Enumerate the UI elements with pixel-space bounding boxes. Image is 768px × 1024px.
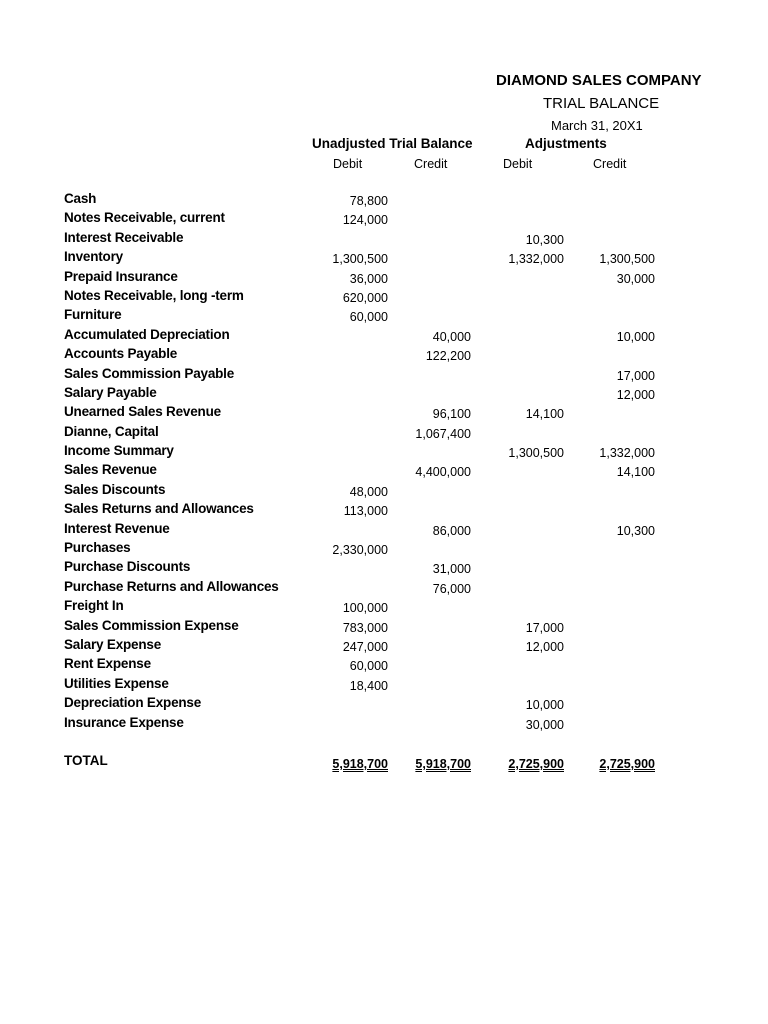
unadjusted-debit-cell: 100,000 xyxy=(342,601,388,616)
adjustments-credit-cell: 10,000 xyxy=(616,329,655,344)
table-row xyxy=(0,501,660,520)
company-title: DIAMOND SALES COMPANY xyxy=(496,72,702,89)
unadjusted-credit-cell: 4,400,000 xyxy=(415,465,471,480)
table-row xyxy=(0,210,660,229)
table-row xyxy=(0,404,660,423)
table-row xyxy=(0,598,660,617)
account-name: Purchases xyxy=(64,540,131,556)
account-name: Insurance Expense xyxy=(64,714,184,730)
table-row xyxy=(0,307,660,326)
table-row xyxy=(0,230,660,249)
account-name: Furniture xyxy=(64,307,122,323)
account-name: Notes Receivable, long -term xyxy=(64,287,244,303)
adjustments-credit-cell: 30,000 xyxy=(616,271,655,286)
table-row xyxy=(0,191,660,210)
unadjusted-debit-cell: 783,000 xyxy=(342,620,388,635)
unadjusted-credit-cell: 1,067,400 xyxy=(415,426,471,441)
adjustments-debit-cell: 1,300,500 xyxy=(508,446,564,461)
table-row xyxy=(0,288,660,307)
unadjusted-credit-cell: 86,000 xyxy=(432,523,471,538)
account-name: Salary Payable xyxy=(64,384,157,400)
table-row xyxy=(0,540,660,559)
total-adjustments-credit: 2,725,900 xyxy=(599,757,655,771)
table-row xyxy=(0,656,660,675)
unadjusted-debit-header: Debit xyxy=(333,157,363,171)
adjustments-credit-cell: 17,000 xyxy=(616,368,655,383)
table-row xyxy=(0,637,660,656)
adjustments-group-header: Adjustments xyxy=(525,136,607,151)
total-unadjusted-debit: 5,918,700 xyxy=(332,757,388,771)
account-name: Interest Receivable xyxy=(64,229,184,245)
table-row xyxy=(0,462,660,481)
account-name: Salary Expense xyxy=(64,636,162,652)
adjustments-credit-header: Credit xyxy=(593,157,627,171)
total-adjustments-debit: 2,725,900 xyxy=(508,757,564,771)
account-name: Unearned Sales Revenue xyxy=(64,404,221,420)
unadjusted-debit-cell: 247,000 xyxy=(342,639,388,654)
account-name: Depreciation Expense xyxy=(64,695,202,711)
adjustments-debit-cell: 1,332,000 xyxy=(508,252,564,267)
unadjusted-debit-cell: 18,400 xyxy=(349,678,388,693)
table-row xyxy=(0,579,660,598)
account-name: Prepaid Insurance xyxy=(64,268,178,284)
table-row xyxy=(0,715,660,734)
table-row xyxy=(0,346,660,365)
account-name: Accumulated Depreciation xyxy=(64,326,230,342)
unadjusted-credit-cell: 122,200 xyxy=(425,349,471,364)
unadjusted-debit-cell: 2,330,000 xyxy=(332,543,388,558)
table-row xyxy=(0,443,660,462)
unadjusted-debit-cell: 1,300,500 xyxy=(332,252,388,267)
account-name: Freight In xyxy=(64,598,124,614)
account-name: Dianne, Capital xyxy=(64,423,159,439)
table-row xyxy=(0,559,660,578)
adjustments-debit-cell: 17,000 xyxy=(525,620,564,635)
table-row xyxy=(0,521,660,540)
table-row xyxy=(0,695,660,714)
account-name: Rent Expense xyxy=(64,656,151,672)
table-row xyxy=(0,249,660,268)
account-name: Sales Discounts xyxy=(64,481,166,497)
unadjusted-debit-cell: 36,000 xyxy=(349,271,388,286)
unadjusted-credit-cell: 96,100 xyxy=(432,407,471,422)
unadjusted-debit-cell: 60,000 xyxy=(349,310,388,325)
unadjusted-debit-cell: 113,000 xyxy=(343,504,388,519)
unadjusted-credit-cell: 31,000 xyxy=(432,562,471,577)
adjustments-credit-cell: 1,300,500 xyxy=(599,252,655,267)
unadjusted-credit-cell: 40,000 xyxy=(432,329,471,344)
adjustments-credit-cell: 14,100 xyxy=(616,465,655,480)
account-name: Purchase Returns and Allowances xyxy=(64,578,279,594)
table-row xyxy=(0,269,660,288)
report-date: March 31, 20X1 xyxy=(551,118,643,133)
table-row xyxy=(0,482,660,501)
adjustments-debit-cell: 30,000 xyxy=(525,717,564,732)
total-unadjusted-credit: 5,918,700 xyxy=(415,757,471,771)
account-name: Interest Revenue xyxy=(64,520,170,536)
account-name: Inventory xyxy=(64,249,123,265)
table-row xyxy=(0,676,660,695)
unadjusted-debit-cell: 124,000 xyxy=(342,213,388,228)
account-name: Sales Commission Payable xyxy=(64,365,235,381)
table-row xyxy=(0,618,660,637)
adjustments-credit-cell: 10,300 xyxy=(616,523,655,538)
unadjusted-debit-cell: 60,000 xyxy=(349,659,388,674)
account-name: Sales Revenue xyxy=(64,462,157,478)
adjustments-debit-cell: 12,000 xyxy=(525,639,564,654)
account-name: Sales Returns and Allowances xyxy=(64,501,254,517)
unadjusted-debit-cell: 48,000 xyxy=(349,484,388,499)
account-name: Cash xyxy=(64,191,97,206)
table-row xyxy=(0,366,660,385)
adjustments-debit-cell: 14,100 xyxy=(525,407,564,422)
account-rows xyxy=(0,191,660,734)
unadjusted-credit-header: Credit xyxy=(414,157,448,171)
table-row xyxy=(0,424,660,443)
unadjusted-debit-cell: 620,000 xyxy=(342,290,388,305)
unadjusted-group-header: Unadjusted Trial Balance xyxy=(312,136,473,151)
total-row xyxy=(0,753,660,775)
adjustments-credit-cell: 1,332,000 xyxy=(599,446,655,461)
table-row xyxy=(0,385,660,404)
account-name: Sales Commission Expense xyxy=(64,617,239,633)
total-label: TOTAL xyxy=(64,753,108,768)
account-name: Purchase Discounts xyxy=(64,559,191,575)
unadjusted-debit-cell: 78,800 xyxy=(349,194,388,208)
adjustments-debit-header: Debit xyxy=(503,157,533,171)
account-name: Income Summary xyxy=(64,443,174,459)
adjustments-debit-cell: 10,000 xyxy=(525,698,564,713)
account-name: Utilities Expense xyxy=(64,675,169,691)
account-name: Accounts Payable xyxy=(64,346,178,362)
unadjusted-credit-cell: 76,000 xyxy=(432,581,471,596)
account-name: Notes Receivable, current xyxy=(64,210,225,226)
report-title: TRIAL BALANCE xyxy=(543,95,660,112)
adjustments-credit-cell: 12,000 xyxy=(616,387,655,402)
table-row xyxy=(0,327,660,346)
adjustments-debit-cell: 10,300 xyxy=(525,232,564,247)
